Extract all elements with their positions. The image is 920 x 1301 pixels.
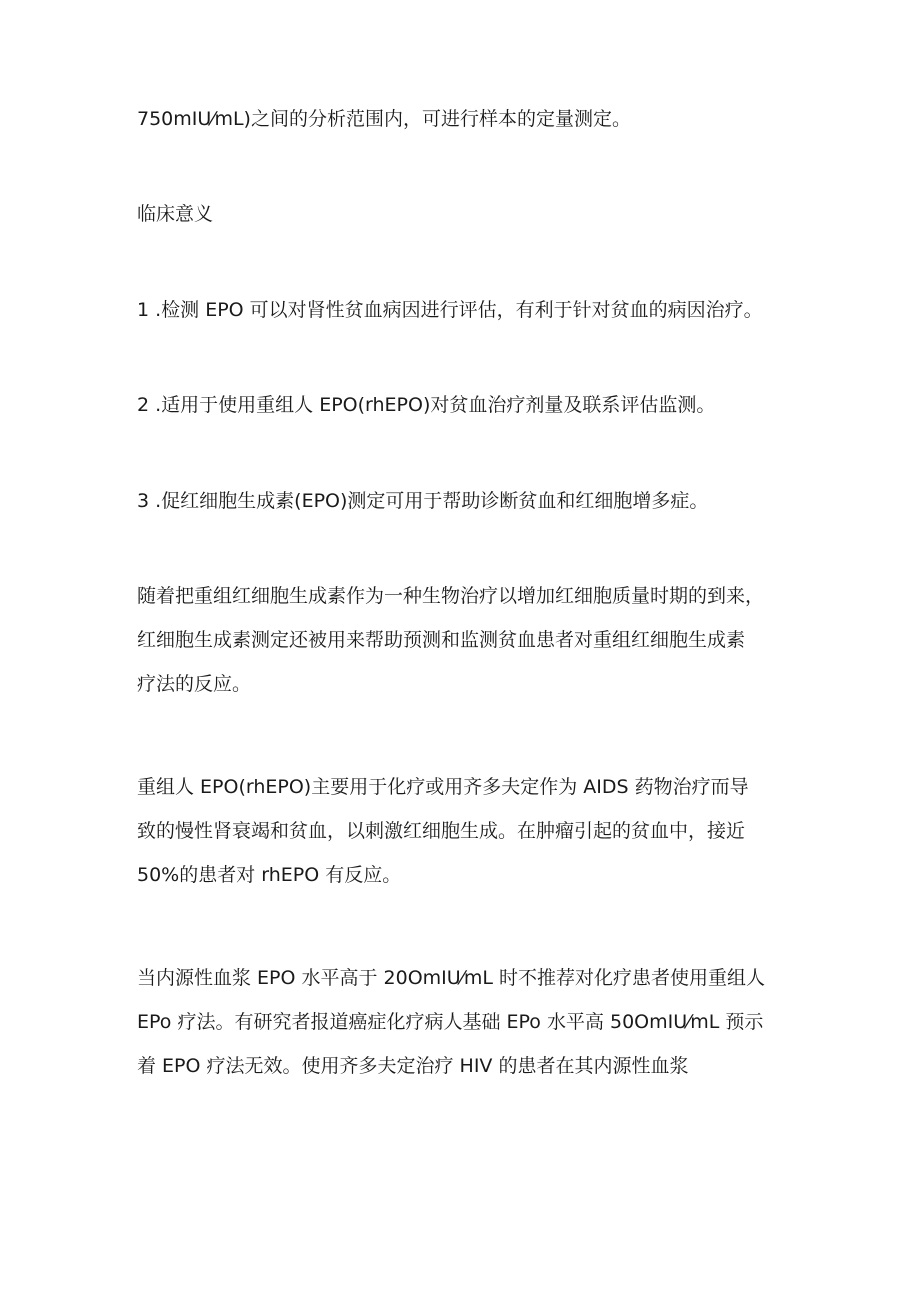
section-heading-clinical-significance [137, 192, 807, 236]
list-item-2 [137, 383, 807, 427]
text-line: 2 .适用于使用重组人 EPO(rhEPO)对贫血治疗剂量及联系评估监测。 [137, 394, 716, 416]
text-line: 重组人 EPO(rhEPO)主要用于化疗或用齐多夫定作为 AIDS 药物治疗而导 [137, 776, 749, 798]
paragraph-endogenous-epo-level [137, 956, 807, 1088]
text-line: 致的慢性肾衰竭和贫血，以刺激红细胞生成。在肿瘤引起的贫血中，接近 [137, 820, 746, 842]
paragraph-rhepo-usage [137, 765, 807, 897]
text-line: 红细胞生成素测定还被用来帮助预测和监测贫血患者对重组红细胞生成素 [137, 629, 746, 651]
text-line: 临床意义 [137, 203, 214, 225]
text-line: 3 .促红细胞生成素(EPO)测定可用于帮助诊断贫血和红细胞增多症。 [137, 490, 709, 512]
text-line: 1 .检测 EPO 可以对肾性贫血病因进行评估，有利于针对贫血的病因治疗。 [137, 299, 763, 321]
text-line: 疗法的反应。 [137, 673, 252, 695]
text-line: 当内源性血浆 EPO 水平高于 20OmIU⁄mL 时不推荐对化疗患者使用重组人 [137, 967, 765, 989]
paragraph-range-note [137, 97, 807, 141]
text-line: 着 EPO 疗法无效。使用齐多夫定治疗 HIV 的患者在其内源性血浆 [137, 1055, 689, 1077]
text-line: 750mIU⁄mL)之间的分析范围内，可进行样本的定量测定。 [137, 108, 631, 130]
list-item-1 [137, 288, 807, 332]
list-item-3 [137, 479, 807, 523]
text-line: EPo 疗法。有研究者报道癌症化疗病人基础 EPo 水平高 50OmIU⁄mL 预示 [137, 1011, 764, 1033]
text-line: 随着把重组红细胞生成素作为一种生物治疗以增加红细胞质量时期的到来， [137, 585, 765, 607]
paragraph-recombinant-epo-era [137, 574, 807, 706]
text-line: 50%的患者对 rhEPO 有反应。 [137, 864, 402, 886]
